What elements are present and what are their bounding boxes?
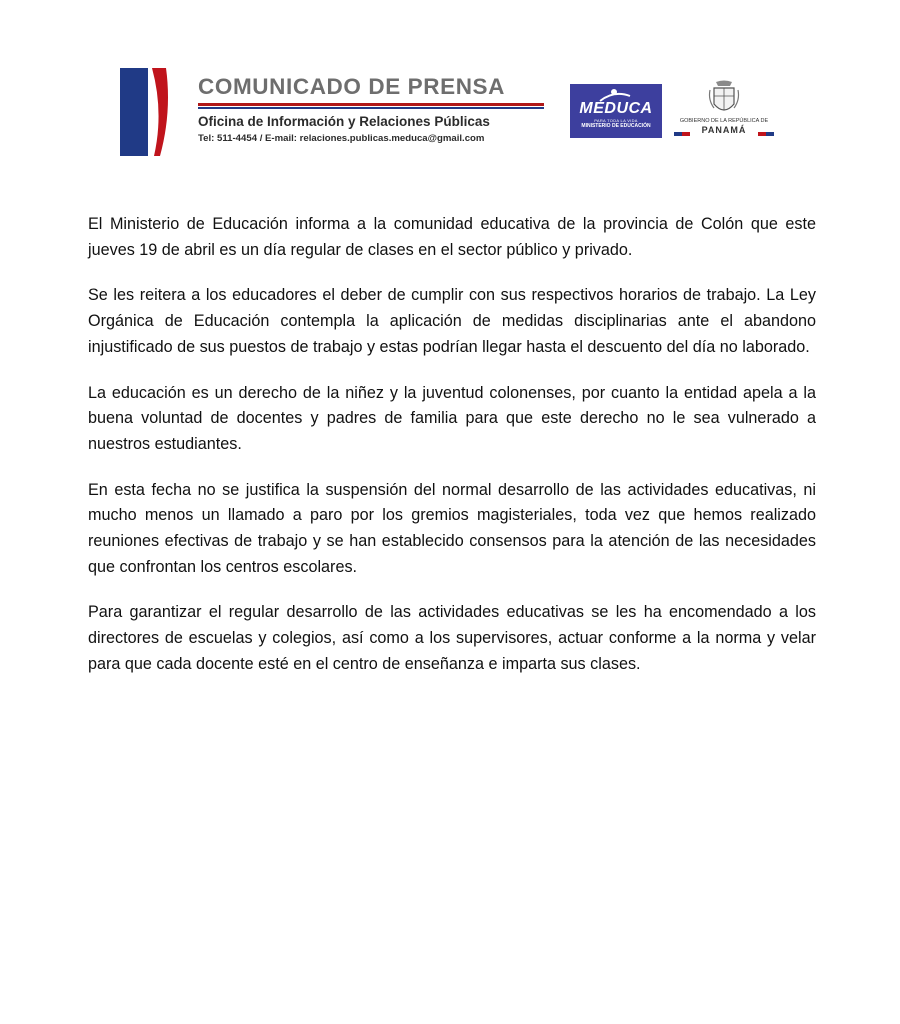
- meduca-figure-icon: [570, 84, 662, 104]
- press-release-body: [88, 212, 816, 698]
- paragraph-no-strike: En esta fecha no se justifica la suspensión del normal desarrollo de las actividades educativas, ni mucho menos un llamado a paro por los gremios magisteriales, toda vez que hemos realizado reuniones efectivas de trabajo y se han establecido consensos para la atención de las necesidades que confrontan los centros escolares.: [88, 480, 816, 576]
- paragraph-directives: Para garantizar el regular desarrollo de las actividades educativas se les ha encomendado a los directores de escuelas y colegios, así como a los supervisores, actuar conforme a la norma y velar para que cada docente esté en el centro de enseñanza e imparta sus clases.: [88, 603, 816, 673]
- flag-stripe-left-icon: [674, 132, 690, 136]
- title-rule-blue: [198, 107, 544, 109]
- meduca-tagline: PARA TODA LA VIDA: [594, 118, 638, 123]
- contact-info: Tel: 511-4454 / E-mail: relaciones.publicas.meduca@gmail.com: [198, 133, 485, 144]
- press-title: COMUNICADO DE PRENSA: [198, 74, 506, 99]
- office-name: Oficina de Información y Relaciones Públicas: [198, 114, 490, 129]
- paragraph-right-to-education: La educación es un derecho de la niñez y la juventud colonenses, por cuanto la entidad apela a la buena voluntad de docentes y padres de familia para que este derecho no le sea vulnerado a nuestros estudiantes.: [88, 383, 816, 453]
- flag-stripe-right-icon: [758, 132, 774, 136]
- coat-of-arms-icon: [706, 80, 742, 118]
- stripe-logo-icon: [120, 68, 172, 156]
- government-line1: GOBIERNO DE LA REPÚBLICA DE: [679, 118, 769, 124]
- government-logo: [674, 80, 774, 142]
- title-rule-red: [198, 103, 544, 106]
- header-title-block: [198, 74, 558, 146]
- meduca-name: MEDUCA: [579, 100, 653, 117]
- government-country: PANAMÁ: [701, 125, 747, 135]
- paragraph-announcement: El Ministerio de Educación informa a la comunidad educativa de la provincia de Colón que este jueves 19 de abril es un día regular de clases en el sector público y privado.: [88, 215, 816, 259]
- meduca-ministry: MINISTERIO DE EDUCACIÓN: [581, 123, 651, 129]
- paragraph-schedule: Se les reitera a los educadores el deber de cumplir con sus respectivos horarios de trabajo. La Ley Orgánica de Educación contempla la aplicación de medidas disciplinarias ante el abandono injustificado de sus puestos de trabajo y estas podrían llegar hasta el descuento del día no laborado.: [88, 286, 816, 356]
- meduca-logo: [570, 84, 662, 138]
- press-release-header: [0, 0, 900, 170]
